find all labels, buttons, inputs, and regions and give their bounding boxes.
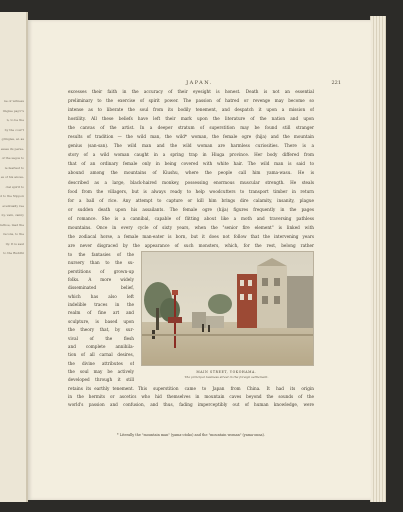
page-edges [370,16,386,502]
facing-page-text: gringles, al. as [1,137,24,141]
book-page [28,20,371,500]
facing-page-text: by the cour't [4,127,24,132]
facing-page-text: ity. It is saul [5,241,24,246]
facing-page-text: es of his ances- [0,175,24,179]
facing-page-text: ne of witness [3,99,24,103]
text-line: folks. A more widely [68,277,134,283]
text-line: perstitions of grown-up [68,268,134,274]
text-line: and complete annihila- [68,343,134,349]
text-line: which has also left [68,293,134,299]
text-line: preliminary to the exercise of spirit power. The passion of hatred or revenge may become so [68,98,314,104]
text-line: food from the villagers, but is always ready to help woodcutters to transport timber in return [68,188,314,194]
text-line: sculpture, is based upon [68,318,134,324]
photo-plate [141,251,314,366]
facing-page-text: d to the Nippon [0,194,24,198]
facing-page-text: eventually ree [2,203,24,208]
text-line: that of an ordinary female only in being covered with white hair. The wild man is said to [68,161,314,167]
text-line: nursery than to the su- [68,260,134,266]
text-line: the soul may be actively [68,368,134,374]
footnote: * Literally the "mountain man" (yama-otoko) and the "mountain woman" (yama-onna). [117,433,265,437]
facing-page-text: le fearlest to [4,165,24,170]
facing-page-text: to the Buddhi [3,251,24,255]
text-line: indelible traces in the [68,302,134,308]
text-line: described as a large, black-haired monkey, possessing enormous muscular strength. He steals [68,179,314,185]
facing-page-text: lingise pap'r's [2,108,24,113]
text-line: the zodiacal horse, a female man-eater is born, but it does not follow that the intervening years [68,233,314,239]
text-line: realm of fine art and [68,310,134,316]
text-line: the theory that, by sur- [68,327,134,333]
text-line: are never disgraced by the appearance of such monsters, which, for the rest, belong rather [68,242,314,248]
text-line: vival of the flesh [68,335,134,341]
text-line: world's passion and confusion, and thus, fading imperceptibly out of human knowledge, were [68,402,314,408]
text-line: to the fantasies of the [68,252,134,257]
facing-page-text: cial spirit to [5,184,24,189]
text-line: of romance. She is a cannibal, capable of flitting about like a moth and traversing pathless [68,215,314,221]
page-number: 221 [331,80,341,86]
plate-caption-subtitle: The principal business street in the foreign settlement. [184,375,269,379]
text-line: results of tradition — the wild man, the wild* woman, the female ogre (hija) and the mountain [68,134,314,140]
street-scene-image [142,252,313,365]
text-line: This superstition came to Japan from China. It had its origin [138,385,314,391]
text-line: genius (san-san). The wild man and the wild woman are harmless curiosities. There is a [68,143,314,149]
text-line: abound among the mountains of Kiushu, where the people call him yama-wasu. He is [68,170,314,176]
text-line: intense as to liberate the soul from its bodily tenement, and despatch it upon a mission of [68,107,314,113]
text-line: or sudden death upon his assailants. The female ogre (hija) figures frequently in the pages [68,206,314,212]
facing-page [0,12,28,502]
facing-page-text: of the sagos to [1,156,24,160]
text-line: excesses their faith in the accuracy of their eyesight is honest. Death is not an essential [68,89,314,94]
text-line: disseminated belief, [68,285,134,291]
text-line: tion of all carnal desires, [68,352,134,358]
text-line: story of a wild woman caught in a spring trap in Hiuga province. Her body differed from [68,152,314,158]
facing-page-text: esses its perse- [0,146,24,151]
text-line: mountains. Once in every cycle of sixty years, when the "senior fire element" is linked with [68,224,314,230]
text-line: for a ball of rice. Any attempt to capture or kill him brings dire calamity, insanity, plague [68,197,314,203]
running-head: JAPAN. [186,80,213,86]
facing-page-text: fecons, to the [3,232,24,236]
text-line: in the hermits or ascetics who hid themselves in mountain caves beyond the sounds of the [68,393,314,399]
facing-page-text: rethoe, mad the [0,222,24,227]
facing-page-text: n, to be the [6,118,24,122]
text-line: the canvas of the artist. In a deeper stratum of superstition may be found still stranger [68,125,314,131]
text-line: hostility. All these beliefs have left their mark upon the literature of the nation and upon [68,116,314,122]
plate-caption-title: MAIN STREET, YOKOHAMA. [196,370,257,374]
text-line: developed through it still [68,377,134,383]
facing-page-text: ny, vain, canny [1,213,24,217]
text-line: retains its earthly tenement. [68,385,134,391]
text-line: the divine attributes of [68,360,134,366]
